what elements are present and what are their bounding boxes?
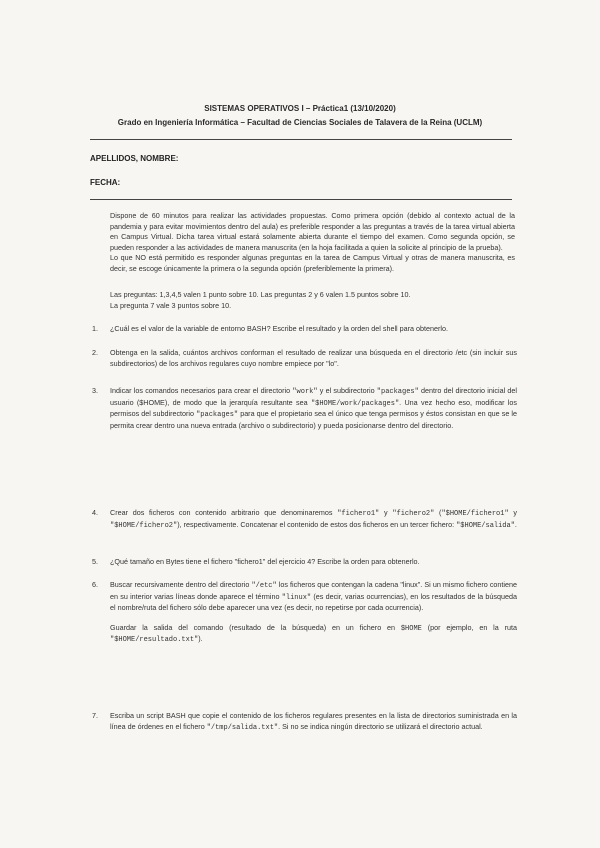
question-text <box>110 580 517 614</box>
date-field-label: FECHA: <box>90 178 121 187</box>
code-segment: "$HOME/resultado.txt" <box>110 636 199 645</box>
question-text <box>110 711 517 733</box>
question-3 <box>92 386 517 431</box>
code-segment: "$HOME/work/packages" <box>310 399 400 408</box>
code-segment: "$HOME/salida" <box>456 521 515 530</box>
question-number: 6. <box>92 580 98 589</box>
code-segment: "/tmp/salida.txt" <box>206 723 279 732</box>
text-segment: y <box>379 508 393 517</box>
text-segment: y el subdirectorio <box>317 386 377 395</box>
code-segment: "fichero1" <box>337 510 380 518</box>
question-text: ¿Cuál es el valor de la variable de entorno BASH? Escribe el resultado y la orden del shell para obtenerlo. <box>110 324 449 333</box>
text-segment: (por ejemplo, en la ruta <box>421 622 517 632</box>
code-segment: "linux" <box>281 593 312 602</box>
text-segment: para que el propietario sea el único que tenga permisos y éstos consistan en que se le permita crear dentro una nueva entrada (archivo o subdirectorio) y pueda posicionarse dentro del directorio. <box>110 409 517 430</box>
text-segment: Guardar la salida del comando (resultado de la búsqueda) en un fichero en <box>110 622 401 632</box>
question-1 <box>92 324 517 335</box>
instructions <box>110 211 515 275</box>
question-5 <box>92 557 517 568</box>
scoring-info <box>110 290 515 311</box>
text-segment: Escriba un script BASH que copie el contenido de los ficheros regulares presentes en la lista de directorios suministrada en la línea de órdenes en el fichero <box>110 711 517 731</box>
question-text-continued <box>110 623 517 646</box>
name-field-label: APELLIDOS, NOMBRE: <box>90 154 179 163</box>
code-segment: "fichero2" <box>392 510 435 518</box>
text-segment: . <box>514 519 517 529</box>
text-segment: . Una vez hecho eso, modificar los permisos del subdirectorio <box>110 397 517 419</box>
text-segment: . Si no se indica ningún directorio se utilizará el directorio actual. <box>278 721 483 731</box>
text-segment: (es decir, varias ocurrencias), en los resultados de la búsqueda el nombre/ruta del fichero sólo debe aparecer una vez (es decir, no repetirse por cada ocurrencia). <box>110 591 518 613</box>
text-segment: ). <box>198 634 203 644</box>
question-text <box>110 386 517 431</box>
question-text <box>110 508 517 531</box>
divider-bottom <box>90 199 512 200</box>
question-6 <box>92 580 517 646</box>
text-segment: Buscar recursivamente dentro del directorio <box>110 580 252 589</box>
scoring-line-2: La pregunta 7 vale 3 puntos sobre 10. <box>110 300 232 310</box>
code-segment: $HOME <box>400 624 422 633</box>
code-segment: "work" <box>292 388 318 396</box>
exam-subtitle: Grado en Ingeniería Informática – Facultad de Ciencias Sociales de Talavera de la Reina (UCLM) <box>117 118 483 127</box>
instructions-paragraph-2: Lo que NO está permitido es responder algunas preguntas en la tarea de Campus Virtual y otras de manera manuscrita, es decir, se escoge únicamente la primera o la segunda opción (preferiblemente la primera). <box>110 253 515 273</box>
question-7 <box>92 711 517 733</box>
scoring-line-1: Las preguntas: 1,3,4,5 valen 1 punto sobre 10. Las preguntas 2 y 6 valen 1.5 puntos sobre 10. <box>110 290 411 299</box>
code-segment: "packages" <box>196 411 239 420</box>
text-segment: los ficheros que contengan la cadena "linux". Si un mismo fichero contiene en su interior varias líneas donde aparece el término <box>110 580 517 601</box>
text-segment: Indicar los comandos necesarios para crear el directorio <box>110 386 293 395</box>
question-4 <box>92 508 517 531</box>
exam-title: SISTEMAS OPERATIVOS I – Práctica1 (13/10/2020) <box>204 104 396 113</box>
question-number: 4. <box>92 508 98 517</box>
text-segment: Crear dos ficheros con contenido arbitrario que denominaremos <box>110 508 338 517</box>
text-segment: ), respectivamente. Concatenar el contenido de estos dos ficheros en un tercer fichero: <box>177 519 457 529</box>
question-number: 2. <box>92 348 98 357</box>
question-text: Obtenga en la salida, cuántos archivos conforman el resultado de realizar una búsqueda en el directorio /etc (sin incluir sus subdirectorios) de los archivos regulares cuyo nombre empiece por "lo". <box>110 348 517 368</box>
text-segment: ( <box>434 508 442 517</box>
question-2 <box>92 348 517 369</box>
question-number: 7. <box>92 711 98 720</box>
text-segment: y <box>508 508 517 517</box>
question-number: 1. <box>92 324 98 333</box>
code-segment: "$HOME/fichero2" <box>110 521 178 530</box>
question-number: 5. <box>92 557 98 566</box>
question-text: ¿Qué tamaño en Bytes tiene el fichero "fichero1" del ejercicio 4? Escribe la orden para obtenerlo. <box>110 557 420 566</box>
code-segment: "packages" <box>376 388 419 396</box>
text-segment: dentro del directorio inicial del usuario ($HOME), de modo que la jerarquía resultante sea <box>110 386 518 407</box>
divider-top <box>90 139 512 140</box>
question-number: 3. <box>92 386 98 395</box>
code-segment: "$HOME/fichero1" <box>441 510 509 518</box>
instructions-paragraph-1: Dispone de 60 minutos para realizar las actividades propuestas. Como primera opción (debido al contexto actual de la pandemia y para evitar movimientos dentro del aula) es preferible responder a las preguntas a través de la tarea virtual abierta en Campus Virtual. Dicha tarea virtual estará solamente abierta durante el tiempo del examen. Como segunda opción, se pueden responder a las actividades de manera manuscrita (en la hoja facilitada a quien la solicite al principio de la prueba). <box>110 211 515 252</box>
code-segment: "/etc" <box>251 582 277 590</box>
